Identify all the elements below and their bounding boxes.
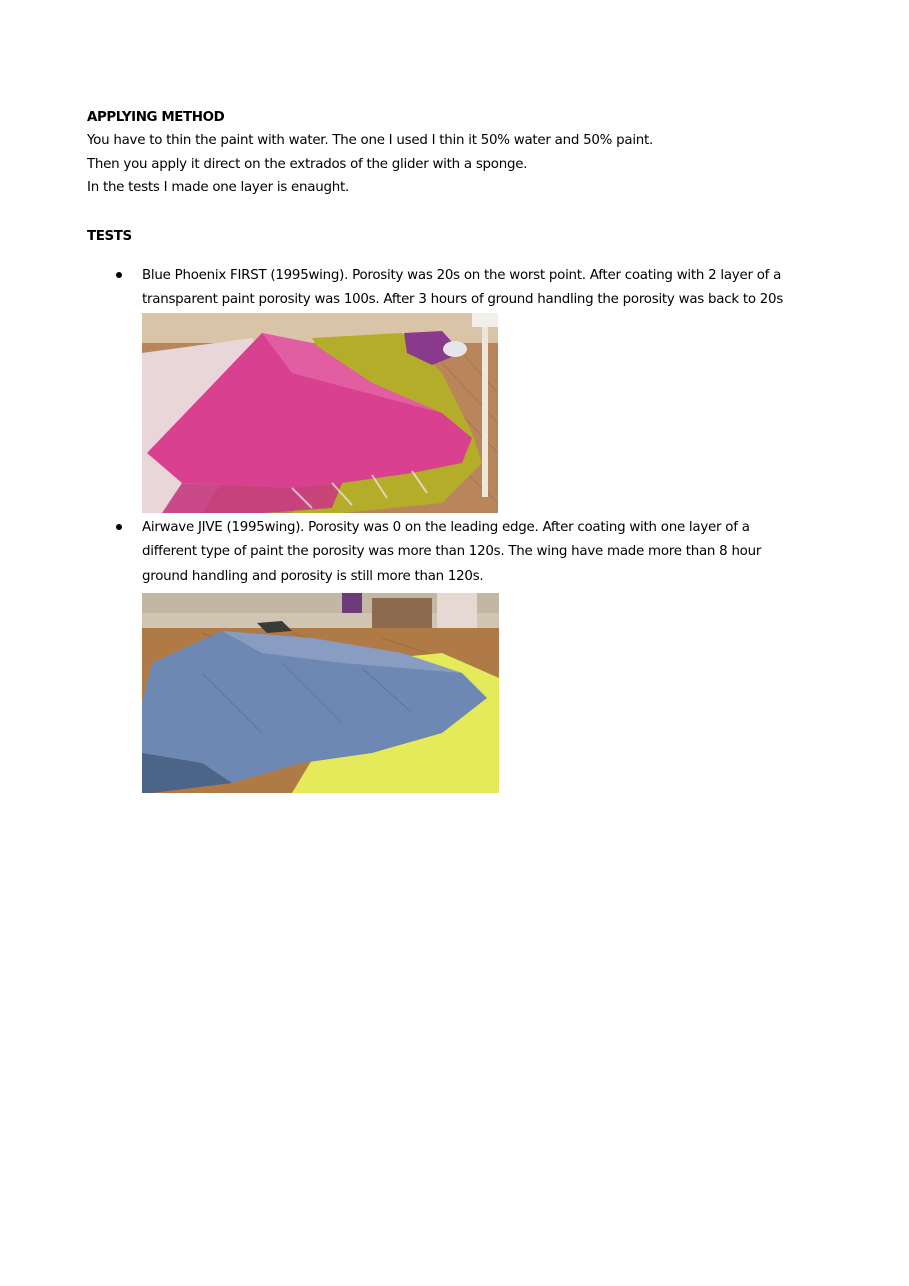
photo-table xyxy=(472,313,498,327)
photo-object xyxy=(342,593,362,613)
photo-wing-fold xyxy=(162,483,342,513)
blue-phoenix-photo-illustration xyxy=(142,313,498,513)
applying-method-line-2: Then you apply it direct on the extrados of the glider with a sponge. xyxy=(87,157,528,172)
tests-heading: TESTS xyxy=(87,229,132,244)
photo-table-leg xyxy=(482,327,488,497)
airwave-jive-photo-illustration xyxy=(142,593,499,793)
airwave-jive-photo xyxy=(142,593,499,793)
test-1-line-1: Blue Phoenix FIRST (1995wing). Porosity was 20s on the worst point. After coating with 2 layer of a xyxy=(142,268,782,283)
test-2-line-1: Airwave JIVE (1995wing). Porosity was 0 on the leading edge. After coating with one layer of a xyxy=(142,520,750,535)
test-1-line-2: transparent paint porosity was 100s. After 3 hours of ground handling the porosity was back to 20s xyxy=(142,292,784,307)
bullet-point xyxy=(116,524,122,530)
applying-method-line-1: You have to thin the paint with water. The one I used I thin it 50% water and 50% paint. xyxy=(87,133,654,148)
test-2-line-2: different type of paint the porosity was more than 120s. The wing have made more than 8 hour xyxy=(142,544,762,559)
applying-method-heading: APPLYING METHOD xyxy=(87,110,225,125)
applying-method-line-3: In the tests I made one layer is enaught. xyxy=(87,180,349,195)
photo-helmet xyxy=(443,341,467,357)
blue-phoenix-photo xyxy=(142,313,498,513)
bullet-point xyxy=(116,272,122,278)
test-2-line-3: ground handling and porosity is still more than 120s. xyxy=(142,569,484,584)
